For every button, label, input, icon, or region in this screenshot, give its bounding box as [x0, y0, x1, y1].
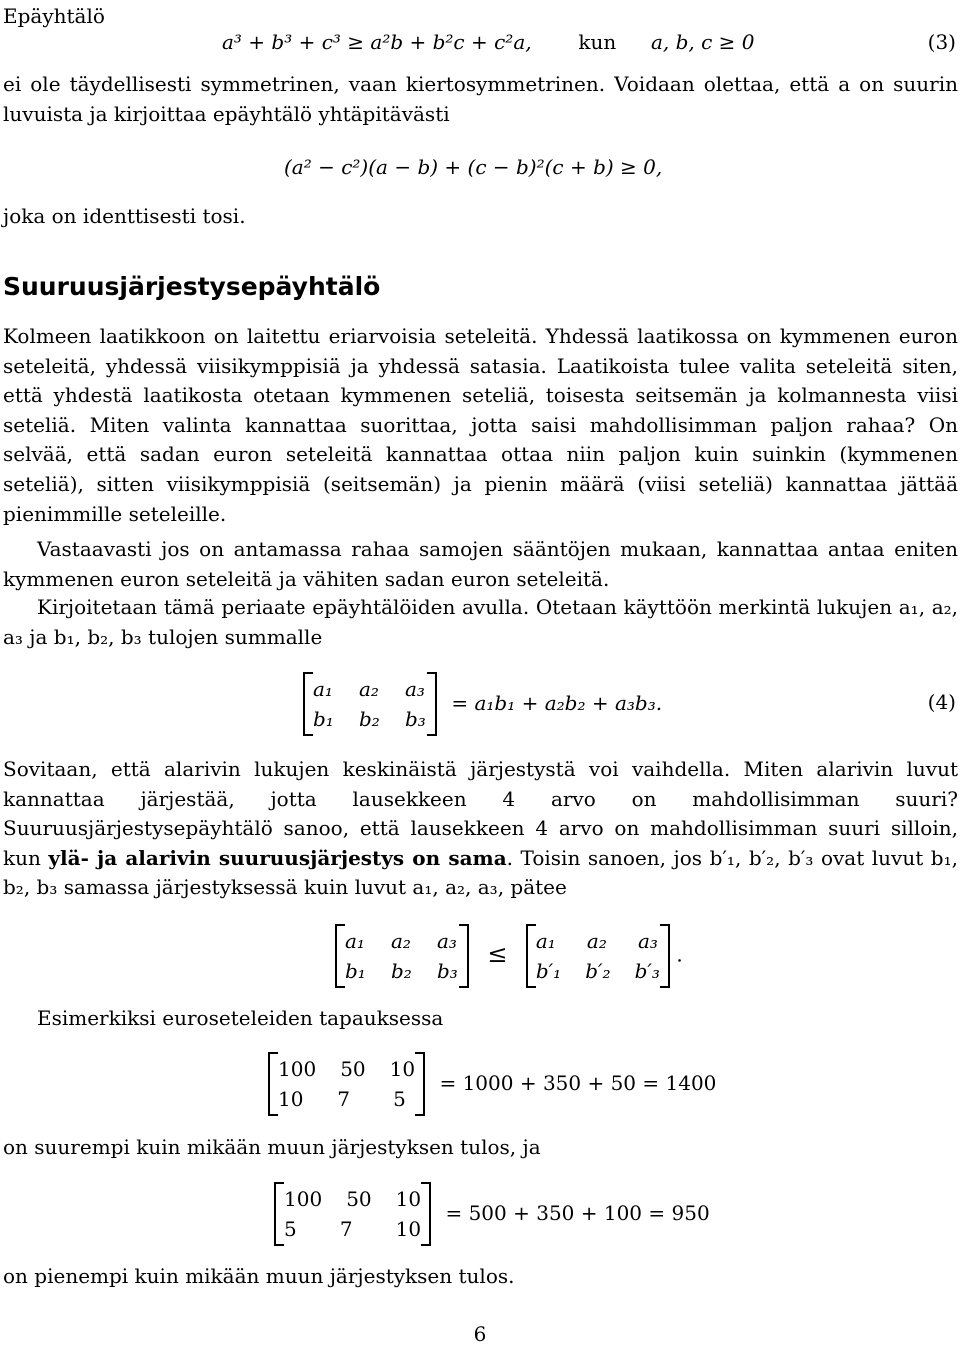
equation-middle: (a² − c²)(a − b) + (c − b)²(c + b) ≥ 0,: [284, 155, 663, 179]
head-word: Epäyhtälö: [3, 4, 105, 28]
equation-3-condition: a, b, c ≥ 0: [650, 30, 755, 54]
bold-phrase: ylä- ja alarivin suuruusjärjestys on sama: [48, 845, 507, 870]
matrix-ab: a₁ a₂ a₃ b₁ b₂ b₃: [303, 672, 437, 736]
example-1-rhs: = 1000 + 350 + 50 = 1400: [439, 1070, 717, 1095]
matrix-ab-left: a₁ a₂ a₃ b₁ b₂ b₃: [335, 924, 469, 988]
equation-3-kun: kun: [578, 30, 617, 54]
inequality: a₁ a₂ a₃ b₁ b₂ b₃ ≤ a₁ a₂ a₃ b′₁ b′₂ b′₃ .: [335, 924, 683, 988]
paragraph-1: ei ole täydellisesti symmetrinen, vaan kiertosymmetrinen. Voidaan olettaa, että a on suurin luvuista ja kirjoittaa epäyhtälö yhtäpitävästi: [3, 72, 958, 126]
example-1: [268, 1052, 716, 1116]
paragraph-3: Vastaavasti jos on antamassa rahaa samojen sääntöjen mukaan, kannattaa antaa eniten kymmenen euron seteleitä ja vähiten sadan euron seteleitä.: [3, 537, 958, 591]
matrix-ab-right: a₁ a₂ a₃ b′₁ b′₂ b′₃: [526, 924, 670, 988]
paragraph-5: Sovitaan, että alarivin lukujen keskinäistä järjestystä voi vaihdella. Miten alarivin luvut kannattaa järjestää, jotta lausekkeen 4 arvo on mahdollisimman suuri? Suuruusjärjestysepäyhtälö sanoo, että lausekkeen 4 arvo on mahdollisimman suuri silloin, kun ylä- ja alarivin suuruusjärjestys on sama. Toisin sanoen, jos b′₁, b′₂, b′₃ ovat luvut b₁, b₂, b₃ samassa järjestyksessä kuin luvut a₁, a₂, a₃, pätee: [3, 757, 958, 900]
equation-3-lhs: a³ + b³ + c³ ≥ a²b + b²c + c²a,: [222, 30, 532, 54]
example-2: [274, 1182, 710, 1246]
inequality-operator: ≤: [487, 939, 508, 968]
paragraph-4: Kirjoitetaan tämä periaate epäyhtälöiden avulla. Otetaan käyttöön merkintä lukujen a₁, a₂, a₃ ja b₁, b₂, b₃ tulojen summalle: [3, 595, 958, 649]
section-heading: Suuruusjärjestysepäyhtälö: [3, 272, 381, 301]
page-number: 6: [473, 1322, 487, 1346]
equation-3: [222, 30, 755, 54]
paragraph-6: Esimerkiksi euroseteleiden tapauksessa: [37, 1006, 444, 1030]
equation-4-number: (4): [927, 690, 956, 714]
matrix-example-2: 100 50 10 5 7 10: [274, 1182, 431, 1246]
paragraph-2: Kolmeen laatikkoon on laitettu eriarvoisia seteleitä. Yhdessä laatikossa on kymmenen euron seteleitä, yhdessä viisikymppisiä ja yhdessä satasia. Laatikoista tulee valita seteleitä siten, että yhdestä laatikosta otetaan kymmenen seteliä, toisesta seitsemän ja kolmannesta viisi seteliä. Miten valinta kannattaa suorittaa, jotta saisi mahdollisimman paljon rahaa? On selvää, että sadan euron seteleitä kannattaa ottaa niin paljon kuin suinkin (kymmenen seteliä), sitten viisikymppisiä (seitsemän) ja pienin määrä (viisi seteliä) kannattaa jättää pienimmille seteleille.: [3, 324, 958, 526]
equation-3-number: (3): [927, 30, 956, 54]
paragraph-7: on suurempi kuin mikään muun järjestyksen tulos, ja: [3, 1135, 541, 1159]
paragraph-1-end: joka on identtisesti tosi.: [3, 204, 246, 228]
paragraph-8: on pienempi kuin mikään muun järjestyksen tulos.: [3, 1264, 515, 1288]
matrix-example-1: 100 50 10 10 7 5: [268, 1052, 425, 1116]
equation-4: [303, 672, 662, 736]
equation-4-rhs: = a₁b₁ + a₂b₂ + a₃b₃.: [451, 690, 663, 715]
example-2-rhs: = 500 + 350 + 100 = 950: [445, 1200, 710, 1225]
